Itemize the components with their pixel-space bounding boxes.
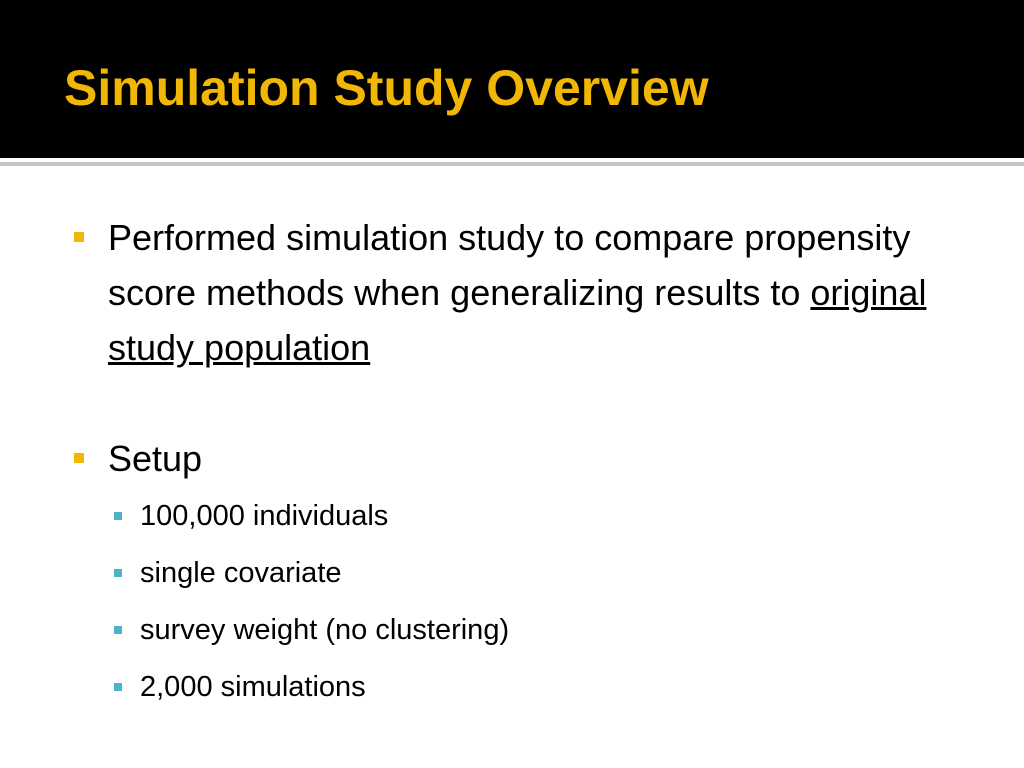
title-bar bbox=[0, 0, 1024, 158]
slide-title: Simulation Study Overview bbox=[64, 60, 709, 116]
sub-bullet-covariate bbox=[72, 545, 972, 602]
sub-bullet-text: single covariate bbox=[140, 557, 342, 589]
square-sub-bullet-icon bbox=[114, 512, 122, 520]
sub-bullet-text: 2,000 simulations bbox=[140, 671, 366, 703]
bullet-text: Setup bbox=[108, 438, 203, 479]
sub-bullet-survey-weight bbox=[72, 602, 972, 659]
bullet-performed-simulation bbox=[72, 210, 972, 375]
bullet-spacer bbox=[72, 375, 972, 431]
square-sub-bullet-icon bbox=[114, 626, 122, 634]
bullet-text: Performed simulation study to compare propensity score methods when generalizing results to bbox=[108, 217, 911, 313]
bullet-underlined-text: original study population bbox=[108, 272, 927, 368]
square-bullet-icon bbox=[74, 232, 84, 242]
sub-bullet-text: 100,000 individuals bbox=[140, 500, 389, 532]
sub-bullet-individuals bbox=[72, 488, 972, 545]
square-sub-bullet-icon bbox=[114, 569, 122, 577]
sub-bullet-text: survey weight (no clustering) bbox=[140, 614, 510, 646]
sub-bullet-simulations bbox=[72, 659, 972, 716]
slide-content bbox=[72, 210, 972, 716]
square-bullet-icon bbox=[74, 453, 84, 463]
bullet-setup bbox=[72, 431, 972, 486]
setup-sub-list bbox=[72, 488, 972, 716]
divider-line bbox=[0, 162, 1024, 166]
square-sub-bullet-icon bbox=[114, 683, 122, 691]
